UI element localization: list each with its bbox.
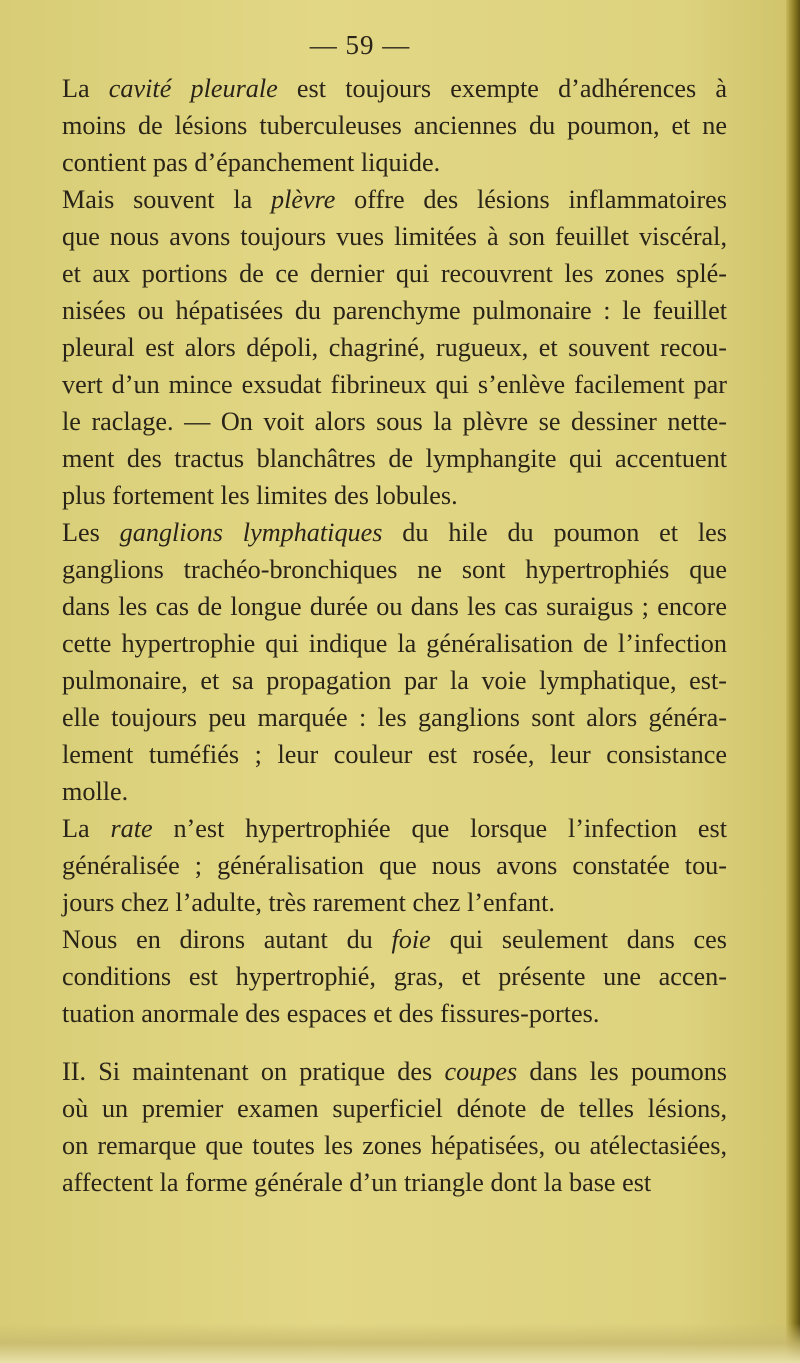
text-run: affectent la forme générale d’un triangle dont la base est [62, 1168, 652, 1197]
text-line [62, 588, 727, 625]
text-run: elle toujours peu marquée : les ganglions sont alors généra- [62, 703, 727, 732]
text-run: La [62, 814, 111, 843]
italic-term: cavité pleurale [108, 74, 278, 103]
text-run: offre des lésions inflammatoires [335, 185, 727, 214]
text-line [62, 440, 727, 477]
text-line [62, 514, 727, 551]
paragraph [62, 810, 727, 921]
text-line [62, 1090, 727, 1127]
text-run: qui seulement dans ces [430, 925, 727, 954]
text-line [62, 329, 727, 366]
text-line [62, 366, 727, 403]
text-run: où un premier examen superficiel dénote de telles lésions, [62, 1094, 727, 1123]
italic-term: foie [391, 925, 431, 954]
text-run: du hile du poumon et les [382, 518, 727, 547]
page-bottom-shadow [0, 1323, 800, 1363]
text-run: tuation anormale des espaces et des fissures-portes. [62, 999, 600, 1028]
paragraph [62, 70, 727, 181]
text-run: est toujours exempte d’adhérences à [277, 74, 727, 103]
text-run: pleural est alors dépoli, chagriné, rugueux, et souvent recou- [62, 333, 727, 362]
text-run: nisées ou hépatisées du parenchyme pulmonaire : le feuillet [62, 296, 727, 325]
paragraph [62, 181, 727, 514]
text-line [62, 551, 727, 588]
page-edge-shadow [786, 0, 800, 1363]
text-run: ganglions trachéo-bronchiques ne sont hypertrophiés que [62, 555, 727, 584]
paragraph [62, 514, 727, 810]
text-line [62, 662, 727, 699]
text-line [62, 995, 727, 1032]
text-line [62, 107, 727, 144]
text-run: ment des tractus blanchâtres de lymphangite qui accentuent [62, 444, 727, 473]
text-line [62, 218, 727, 255]
text-run: généralisée ; généralisation que nous avons constatée tou- [62, 851, 727, 880]
text-run: conditions est hypertrophié, gras, et présente une accen- [62, 962, 727, 991]
text-run: dans les cas de longue durée ou dans les cas suraigus ; encore [62, 592, 727, 621]
text-run: lement tuméfiés ; leur couleur est rosée, leur consistance [62, 740, 727, 769]
text-line [62, 477, 727, 514]
text-run: jours chez l’adulte, très rarement chez l’enfant. [62, 888, 555, 917]
text-run: plus fortement les limites des lobules. [62, 481, 458, 510]
text-line [62, 144, 727, 181]
paragraph [62, 1053, 727, 1201]
text-run: on remarque que toutes les zones hépatisées, ou atélectasiées, [62, 1131, 727, 1160]
text-line [62, 847, 727, 884]
italic-term: ganglions lymphatiques [119, 518, 383, 547]
text-run: que nous avons toujours vues limitées à son feuillet viscéral, [62, 222, 727, 251]
text-line [62, 773, 727, 810]
text-line [62, 70, 727, 107]
text-line [62, 736, 727, 773]
text-run: pulmonaire, et sa propagation par la voie lymphatique, est- [62, 666, 727, 695]
text-line [62, 1127, 727, 1164]
text-line [62, 699, 727, 736]
italic-term: rate [110, 814, 153, 843]
text-run: et aux portions de ce dernier qui recouvrent les zones splé- [62, 259, 727, 288]
text-run: La [62, 74, 109, 103]
paragraph [62, 921, 727, 1032]
text-run: moins de lésions tuberculeuses anciennes du poumon, et ne [62, 111, 727, 140]
text-run: Les [62, 518, 120, 547]
text-run: Nous en dirons autant du [62, 925, 392, 954]
text-line [62, 921, 727, 958]
text-line [62, 292, 727, 329]
text-run: contient pas d’épanchement liquide. [62, 148, 441, 177]
text-run: molle. [62, 777, 129, 806]
text-run: dans les poumons [517, 1057, 727, 1086]
body-text [62, 70, 727, 1201]
text-run: le raclage. — On voit alors sous la plèvre se dessiner nette- [62, 407, 727, 436]
text-line [62, 810, 727, 847]
page-number: — 59 — [309, 30, 411, 60]
text-run: n’est hypertrophiée que lorsque l’infection est [152, 814, 727, 843]
text-run: Mais souvent la [62, 185, 271, 214]
text-run: vert d’un mince exsudat fibrineux qui s’enlève facilement par [62, 370, 727, 399]
text-line [62, 403, 727, 440]
text-line [62, 181, 727, 218]
text-run: cette hypertrophie qui indique la généralisation de l’infection [62, 629, 727, 658]
italic-term: coupes [444, 1057, 518, 1086]
text-line [62, 958, 727, 995]
text-line [62, 1164, 727, 1201]
section-gap [62, 1032, 727, 1053]
text-run: II. Si maintenant on pratique des [62, 1057, 445, 1086]
text-line [62, 884, 727, 921]
text-line [62, 1053, 727, 1090]
text-line [62, 255, 727, 292]
italic-term: plèvre [270, 185, 336, 214]
text-line [62, 625, 727, 662]
